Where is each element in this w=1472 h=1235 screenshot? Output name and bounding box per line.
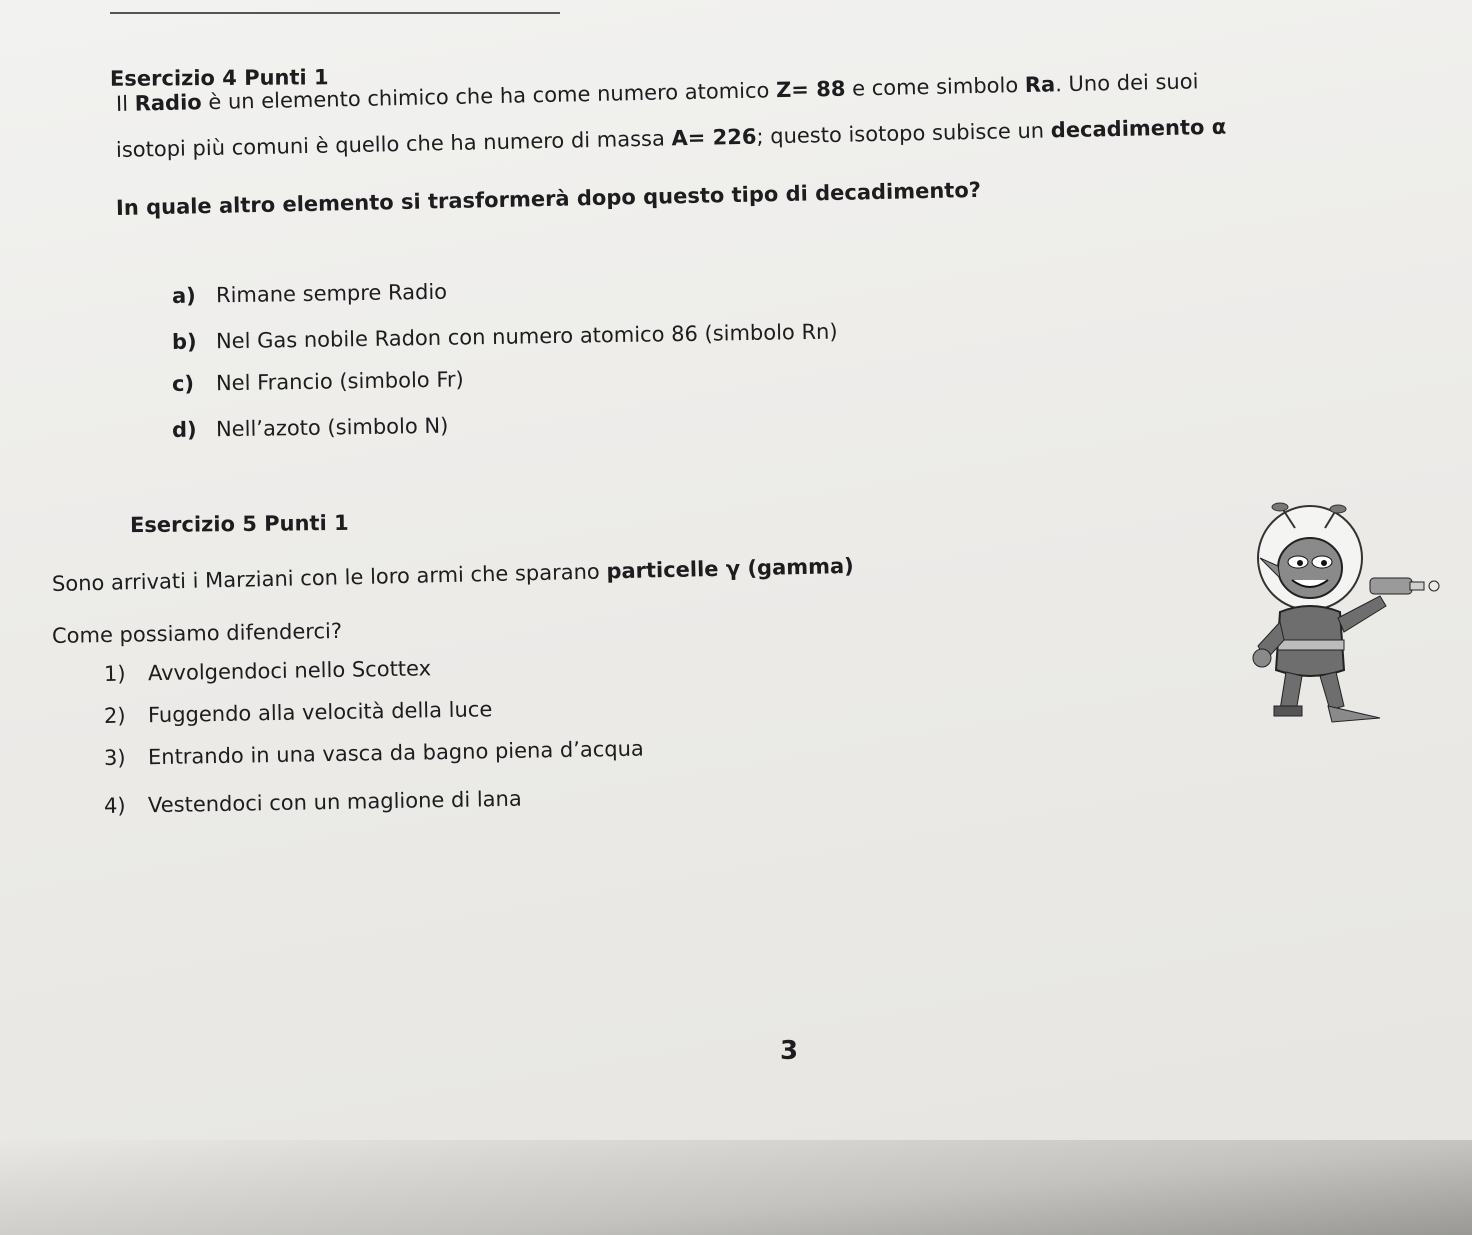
martian-illustration <box>1240 500 1450 740</box>
text-segment: isotopi più comuni è quello che ha numero di massa <box>115 126 672 162</box>
option-c <box>172 367 464 396</box>
text-segment: è un elemento chimico che ha come numero atomico <box>201 78 777 115</box>
radio-term: Radio <box>134 90 202 116</box>
option-text: Nell’azoto (simbolo N) <box>215 413 449 442</box>
option-letter: a) <box>171 283 196 308</box>
top-rule <box>110 12 560 14</box>
mass-number: A= 226 <box>671 124 757 151</box>
exercise4-title: Esercizio 4 Punti 1 <box>109 65 329 91</box>
page-shadow <box>0 1140 1472 1235</box>
option-a <box>172 280 447 308</box>
exercise5-question: Come possiamo difenderci? <box>51 618 343 648</box>
option-text: Entrando in una vasca da bagno piena d’acqua <box>147 736 645 770</box>
option-number: 2) <box>103 703 126 728</box>
exercise4-question: In quale altro elemento si trasformerà dopo questo tipo di decadimento? <box>115 177 982 220</box>
alpha-decay-term: decadimento α <box>1050 114 1227 143</box>
exercise5-title: Esercizio 5 Punti 1 <box>129 510 349 538</box>
gamma-particles-term: particelle γ (gamma) <box>606 553 855 584</box>
option-text: Nel Francio (simbolo Fr) <box>215 367 464 396</box>
option-text: Nel Gas nobile Radon con numero atomico 86 (simbolo Rn) <box>215 319 838 354</box>
option-letter: d) <box>171 417 197 442</box>
text-segment: Il <box>115 91 135 116</box>
text-segment: . Uno dei suoi <box>1054 69 1199 97</box>
option-d <box>172 414 449 442</box>
exercise4-line2 <box>116 115 1227 162</box>
option-2 <box>104 697 493 728</box>
option-letter: c) <box>171 371 195 396</box>
option-number: 1) <box>103 661 126 686</box>
text-segment: ; questo isotopo subisce un <box>756 118 1052 149</box>
option-text: Vestendoci con un maglione di lana <box>147 786 522 818</box>
symbol-ra: Ra <box>1024 72 1056 97</box>
option-number: 3) <box>103 745 126 770</box>
option-b <box>172 320 838 354</box>
exercise5-line1 <box>52 554 854 596</box>
text-segment: Sono arrivati i Marziani con le loro armi che sparano <box>51 559 607 596</box>
text-segment: e come simbolo <box>845 72 1026 101</box>
option-text: Rimane sempre Radio <box>215 279 448 308</box>
option-1 <box>104 656 431 686</box>
atomic-number: Z= 88 <box>775 76 846 103</box>
option-text: Fuggendo alla velocità della luce <box>147 697 493 728</box>
option-number: 4) <box>103 793 126 818</box>
option-4 <box>104 787 522 818</box>
option-letter: b) <box>171 329 197 354</box>
option-text: Avvolgendoci nello Scottex <box>147 656 432 686</box>
page-number: 3 <box>780 1036 799 1066</box>
option-3 <box>104 737 644 770</box>
